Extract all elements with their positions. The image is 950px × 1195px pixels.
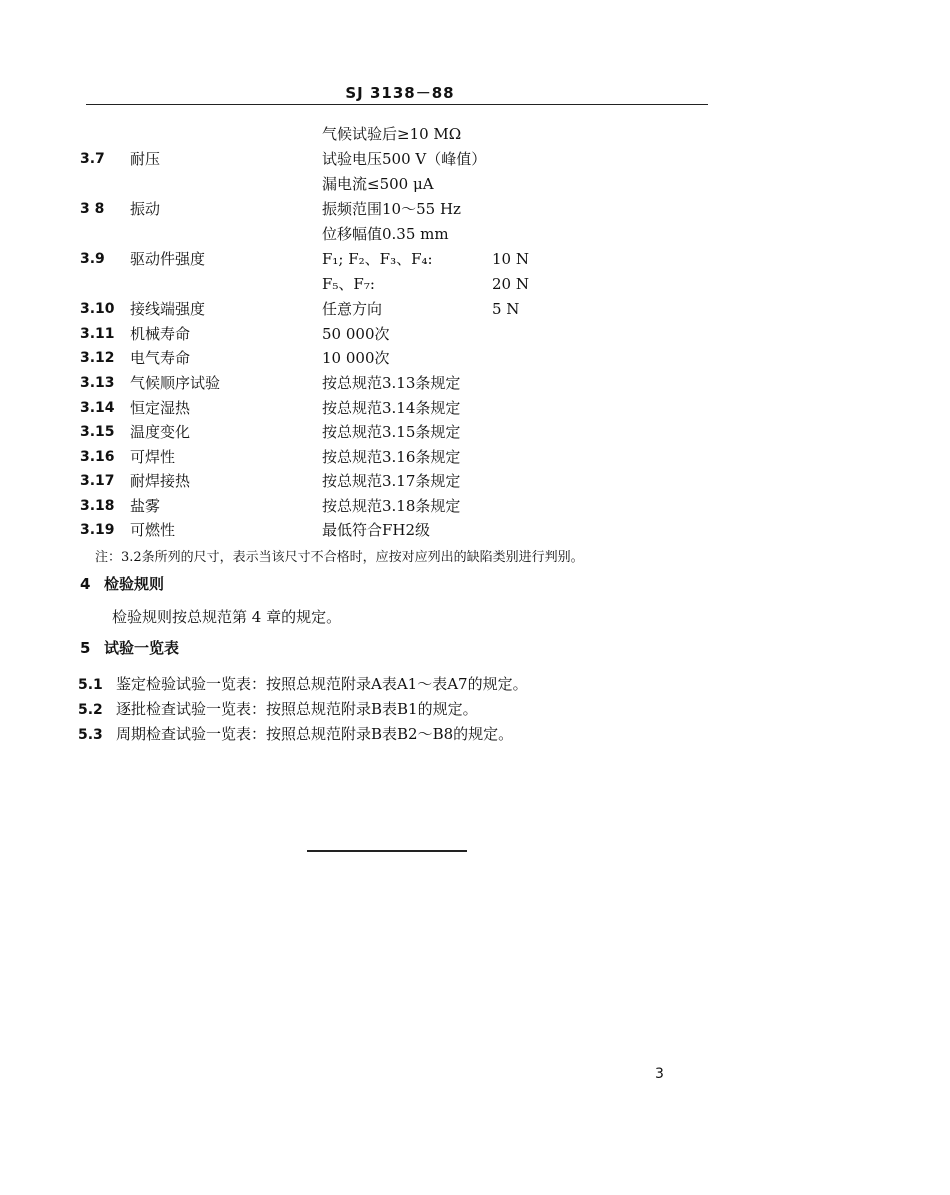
clause-label: 温度变化: [130, 423, 191, 441]
clause-number: 3 8: [80, 201, 105, 217]
clause-value: 气候试验后≥10 MΩ: [322, 125, 462, 143]
header-rule: [86, 104, 708, 105]
clause-value: 10 000次: [322, 349, 390, 367]
end-rule: [307, 850, 467, 852]
spec-row: [0, 197, 950, 221]
clause-label: 振动: [130, 200, 161, 218]
clause-number: 3.14: [80, 400, 115, 416]
item-text: 鉴定检验试验一览表：按照总规范附录A表A1～表A7的规定。: [116, 675, 528, 693]
clause-value: 按总规范3.13条规定: [322, 374, 461, 392]
section-number: 4: [80, 575, 91, 593]
clause-number: 3.10: [80, 301, 115, 317]
clause-value: 按总规范3.18条规定: [322, 497, 461, 515]
section-4-heading: [80, 572, 164, 596]
spec-row: [0, 297, 950, 321]
clause-number: 3.13: [80, 375, 115, 391]
spec-row: [0, 518, 950, 542]
clause-label: 恒定湿热: [130, 399, 191, 417]
clause-label: 电气寿命: [130, 349, 191, 367]
section-4-paragraph: 检验规则按总规范第 4 章的规定。: [112, 608, 342, 626]
clause-number: 3.17: [80, 473, 115, 489]
spec-row: [0, 272, 950, 296]
spec-row: [0, 346, 950, 370]
clause-value: 最低符合FH2级: [322, 521, 431, 539]
spec-row: [0, 469, 950, 493]
clause-label: 接线端强度: [130, 300, 206, 318]
item-text: 逐批检查试验一览表：按照总规范附录B表B1的规定。: [116, 700, 478, 718]
spec-row: [0, 371, 950, 395]
spec-row: [0, 445, 950, 469]
clause-number: 3.16: [80, 449, 115, 465]
clause-value: 按总规范3.14条规定: [322, 399, 461, 417]
clause-label: 耐焊接热: [130, 472, 191, 490]
clause-label: 气候顺序试验: [130, 374, 221, 392]
table-note: 注：3.2条所列的尺寸，表示当该尺寸不合格时，应按对应列出的缺陷类别进行判别。: [95, 550, 584, 565]
item-number: 5.1: [78, 677, 103, 693]
clause-value: 试验电压500 V（峰值）: [322, 150, 487, 168]
clause-extra: 5 N: [492, 300, 520, 318]
clause-value: F₁; F₂、F₃、F₄:: [322, 250, 433, 268]
clause-label: 机械寿命: [130, 325, 191, 343]
clause-value: 按总规范3.15条规定: [322, 423, 461, 441]
clause-number: 3.18: [80, 498, 115, 514]
spec-row: [0, 420, 950, 444]
section-number: 5: [80, 639, 91, 657]
clause-label: 驱动件强度: [130, 250, 206, 268]
clause-label: 耐压: [130, 150, 161, 168]
spec-row: [0, 222, 950, 246]
clause-number: 3.12: [80, 350, 115, 366]
spec-row: [0, 172, 950, 196]
spec-row: [0, 122, 950, 146]
clause-value: 按总规范3.17条规定: [322, 472, 461, 490]
spec-row: [0, 322, 950, 346]
clause-value: 振频范围10～55 Hz: [322, 200, 461, 218]
item-number: 5.3: [78, 727, 103, 743]
standard-code-header: SJ 3138－88: [345, 84, 455, 102]
clause-label: 可焊性: [130, 448, 176, 466]
clause-number: 3.7: [80, 151, 105, 167]
clause-value: 50 000次: [322, 325, 390, 343]
clause-value: F₅、F₇:: [322, 275, 375, 293]
spec-row: [0, 396, 950, 420]
item-text: 周期检查试验一览表：按照总规范附录B表B2～B8的规定。: [116, 725, 514, 743]
clause-label: 盐雾: [130, 497, 161, 515]
clause-extra: 20 N: [492, 275, 529, 293]
item-number: 5.2: [78, 702, 103, 718]
clause-value: 位移幅值0.35 mm: [322, 225, 449, 243]
section-5-heading: [80, 636, 179, 660]
clause-value: 按总规范3.16条规定: [322, 448, 461, 466]
list-item: [78, 722, 513, 747]
clause-value: 任意方向: [322, 300, 383, 318]
spec-row: [0, 247, 950, 271]
clause-label: 可燃性: [130, 521, 176, 539]
spec-row: [0, 147, 950, 171]
clause-value: 漏电流≤500 μA: [322, 175, 434, 193]
page-number: 3: [655, 1066, 664, 1082]
clause-number: 3.9: [80, 251, 105, 267]
clause-extra: 10 N: [492, 250, 529, 268]
section-title: 试验一览表: [104, 639, 180, 657]
clause-number: 3.19: [80, 522, 115, 538]
list-item: [78, 672, 528, 697]
list-item: [78, 697, 478, 722]
clause-number: 3.15: [80, 424, 115, 440]
clause-number: 3.11: [80, 326, 115, 342]
spec-row: [0, 494, 950, 518]
section-title: 检验规则: [104, 575, 165, 593]
